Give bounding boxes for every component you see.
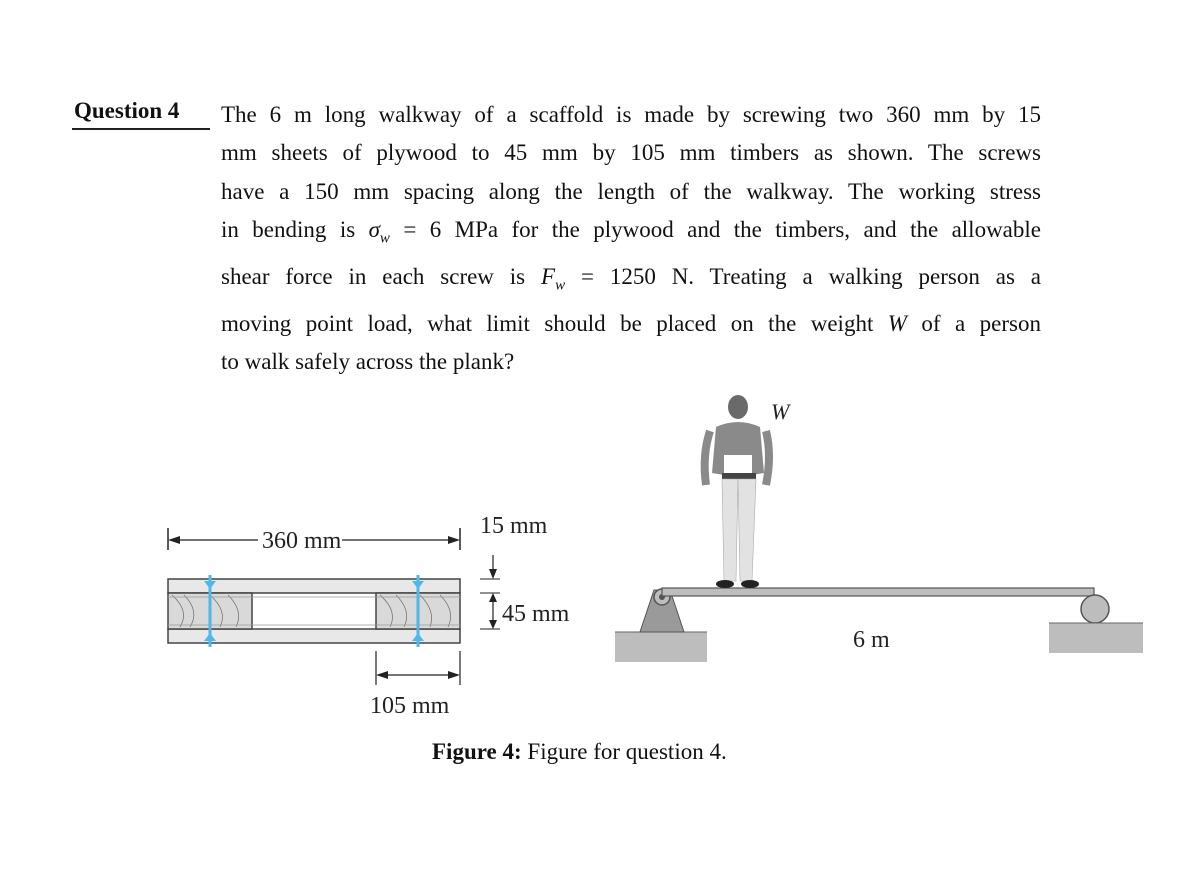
question-line-6: moving point load, what limit should be placed on the weight W of a person [221, 310, 1041, 336]
figure-caption: Figure 4: Figure for question 4. [432, 739, 727, 764]
load-label: W [771, 399, 790, 424]
question-label-underline [72, 128, 210, 130]
question-line-5: shear force in each screw is $F_w = 1250$ N. Treating a walking person as a [221, 263, 1041, 294]
person-icon [705, 395, 769, 588]
question-line-7: to walk safely across the plank? [221, 348, 515, 374]
figure-4 [150, 385, 1150, 725]
question-line-4: in bending is $\sigma_w = 6$ MPa for the plywood and the timbers, and the allowable [221, 216, 1041, 247]
cross-section [168, 513, 570, 719]
question-label: Question 4 [74, 98, 180, 123]
span-label: 6 m [853, 627, 890, 653]
dim-width-label: 360 mm [262, 528, 342, 554]
question-line-2: mm sheets of plywood to 45 mm by 105 mm timbers as shown. The screws [221, 140, 1041, 166]
roller-support [1081, 595, 1109, 623]
walkway-plank [662, 588, 1094, 596]
dim-timber-height-label: 45 mm [502, 601, 570, 627]
beam-diagram [615, 395, 1143, 662]
dim-sheet-label: 15 mm [480, 513, 548, 539]
question-body [221, 96, 1041, 381]
question-line-3: have a 150 mm spacing along the length of the walkway. The working stress [221, 178, 1041, 204]
question-line-1: The 6 m long walkway of a scaffold is made by screwing two 360 mm by 15 [221, 102, 1041, 127]
dim-timber-width-label: 105 mm [370, 693, 450, 719]
